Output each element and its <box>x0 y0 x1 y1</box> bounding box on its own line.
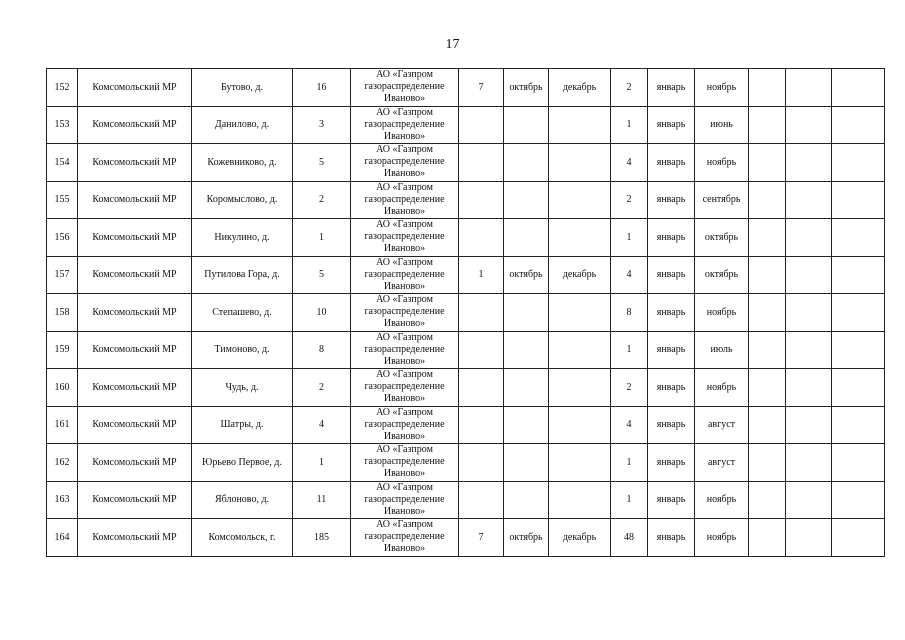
connections-count-cell <box>459 369 504 407</box>
plan-start-month-cell: январь <box>648 144 695 182</box>
plan-end-month-cell: ноябрь <box>695 69 749 107</box>
planned-count-cell: 1 <box>611 481 648 519</box>
plan-end-month-cell: сентябрь <box>695 181 749 219</box>
planned-count-cell: 1 <box>611 444 648 482</box>
planned-count-cell: 8 <box>611 294 648 332</box>
gas-organization-cell: АО «Газпром газораспределение Иваново» <box>351 444 459 482</box>
district-cell: Комсомольский МР <box>78 181 192 219</box>
plan-start-month-cell: январь <box>648 69 695 107</box>
row-number-cell: 160 <box>47 369 78 407</box>
district-cell: Комсомольский МР <box>78 331 192 369</box>
connections-count-cell: 7 <box>459 69 504 107</box>
row-number-cell: 159 <box>47 331 78 369</box>
gas-organization-cell: АО «Газпром газораспределение Иваново» <box>351 144 459 182</box>
plan-start-month-cell: январь <box>648 481 695 519</box>
households-count-cell: 8 <box>293 331 351 369</box>
page-number: 17 <box>445 37 460 52</box>
plan-start-month-cell: январь <box>648 106 695 144</box>
extra-col-1-cell <box>749 106 786 144</box>
connections-count-cell <box>459 444 504 482</box>
connections-count-cell <box>459 481 504 519</box>
settlement-cell: Бутово, д. <box>192 69 293 107</box>
extra-col-2-cell <box>786 481 832 519</box>
planned-count-cell: 2 <box>611 181 648 219</box>
connections-count-cell <box>459 106 504 144</box>
start-month-cell <box>504 444 549 482</box>
extra-col-1-cell <box>749 294 786 332</box>
row-number-cell: 164 <box>47 519 78 557</box>
planned-count-cell: 2 <box>611 369 648 407</box>
extra-col-2-cell <box>786 69 832 107</box>
district-cell: Комсомольский МР <box>78 444 192 482</box>
households-count-cell: 1 <box>293 219 351 257</box>
start-month-cell: октябрь <box>504 69 549 107</box>
extra-col-2-cell <box>786 444 832 482</box>
settlement-cell: Степашево, д. <box>192 294 293 332</box>
households-count-cell: 4 <box>293 406 351 444</box>
planned-count-cell: 2 <box>611 69 648 107</box>
plan-end-month-cell: октябрь <box>695 256 749 294</box>
start-month-cell <box>504 106 549 144</box>
settlement-cell: Шатры, д. <box>192 406 293 444</box>
connections-count-cell: 1 <box>459 256 504 294</box>
connections-count-cell <box>459 331 504 369</box>
gas-organization-cell: АО «Газпром газораспределение Иваново» <box>351 181 459 219</box>
end-month-cell: декабрь <box>549 69 611 107</box>
extra-col-3-cell <box>832 144 885 182</box>
gas-organization-cell: АО «Газпром газораспределение Иваново» <box>351 519 459 557</box>
district-cell: Комсомольский МР <box>78 481 192 519</box>
planned-count-cell: 4 <box>611 144 648 182</box>
planned-count-cell: 1 <box>611 219 648 257</box>
gas-organization-cell: АО «Газпром газораспределение Иваново» <box>351 406 459 444</box>
row-number-cell: 163 <box>47 481 78 519</box>
settlement-cell: Чудь, д. <box>192 369 293 407</box>
start-month-cell: октябрь <box>504 519 549 557</box>
extra-col-1-cell <box>749 219 786 257</box>
table-row <box>47 481 885 519</box>
extra-col-2-cell <box>786 181 832 219</box>
settlement-cell: Яблоново, д. <box>192 481 293 519</box>
extra-col-2-cell <box>786 406 832 444</box>
district-cell: Комсомольский МР <box>78 69 192 107</box>
end-month-cell <box>549 181 611 219</box>
table-row <box>47 444 885 482</box>
extra-col-1-cell <box>749 69 786 107</box>
extra-col-2-cell <box>786 294 832 332</box>
settlement-cell: Тимоново, д. <box>192 331 293 369</box>
plan-end-month-cell: ноябрь <box>695 519 749 557</box>
district-cell: Комсомольский МР <box>78 144 192 182</box>
extra-col-1-cell <box>749 144 786 182</box>
extra-col-2-cell <box>786 106 832 144</box>
plan-end-month-cell: август <box>695 444 749 482</box>
planned-count-cell: 48 <box>611 519 648 557</box>
plan-end-month-cell: август <box>695 406 749 444</box>
plan-start-month-cell: январь <box>648 444 695 482</box>
table-row <box>47 294 885 332</box>
households-count-cell: 5 <box>293 144 351 182</box>
table-row <box>47 106 885 144</box>
extra-col-1-cell <box>749 444 786 482</box>
extra-col-2-cell <box>786 144 832 182</box>
extra-col-3-cell <box>832 181 885 219</box>
start-month-cell <box>504 144 549 182</box>
district-cell: Комсомольский МР <box>78 519 192 557</box>
planned-count-cell: 4 <box>611 256 648 294</box>
extra-col-1-cell <box>749 481 786 519</box>
settlement-cell: Кожевниково, д. <box>192 144 293 182</box>
connections-count-cell <box>459 219 504 257</box>
plan-end-month-cell: ноябрь <box>695 481 749 519</box>
households-count-cell: 5 <box>293 256 351 294</box>
households-count-cell: 2 <box>293 181 351 219</box>
extra-col-1-cell <box>749 369 786 407</box>
extra-col-1-cell <box>749 331 786 369</box>
plan-end-month-cell: июль <box>695 331 749 369</box>
gas-organization-cell: АО «Газпром газораспределение Иваново» <box>351 106 459 144</box>
row-number-cell: 155 <box>47 181 78 219</box>
start-month-cell <box>504 406 549 444</box>
district-cell: Комсомольский МР <box>78 256 192 294</box>
extra-col-1-cell <box>749 406 786 444</box>
row-number-cell: 158 <box>47 294 78 332</box>
row-number-cell: 156 <box>47 219 78 257</box>
table-row <box>47 144 885 182</box>
households-count-cell: 16 <box>293 69 351 107</box>
households-count-cell: 2 <box>293 369 351 407</box>
table-row <box>47 369 885 407</box>
connections-count-cell <box>459 406 504 444</box>
extra-col-3-cell <box>832 369 885 407</box>
extra-col-2-cell <box>786 256 832 294</box>
extra-col-3-cell <box>832 294 885 332</box>
extra-col-3-cell <box>832 481 885 519</box>
district-cell: Комсомольский МР <box>78 219 192 257</box>
households-count-cell: 3 <box>293 106 351 144</box>
plan-start-month-cell: январь <box>648 219 695 257</box>
extra-col-1-cell <box>749 181 786 219</box>
end-month-cell <box>549 369 611 407</box>
extra-col-2-cell <box>786 219 832 257</box>
settlement-cell: Путилова Гора, д. <box>192 256 293 294</box>
extra-col-2-cell <box>786 369 832 407</box>
extra-col-3-cell <box>832 219 885 257</box>
plan-start-month-cell: январь <box>648 181 695 219</box>
plan-end-month-cell: октябрь <box>695 219 749 257</box>
table-row <box>47 331 885 369</box>
row-number-cell: 153 <box>47 106 78 144</box>
extra-col-3-cell <box>832 256 885 294</box>
plan-end-month-cell: ноябрь <box>695 369 749 407</box>
extra-col-1-cell <box>749 256 786 294</box>
extra-col-3-cell <box>832 106 885 144</box>
settlement-cell: Юрьево Первое, д. <box>192 444 293 482</box>
settlement-cell: Данилово, д. <box>192 106 293 144</box>
extra-col-3-cell <box>832 69 885 107</box>
households-count-cell: 11 <box>293 481 351 519</box>
table-row <box>47 519 885 557</box>
start-month-cell <box>504 294 549 332</box>
start-month-cell <box>504 369 549 407</box>
extra-col-3-cell <box>832 331 885 369</box>
start-month-cell: октябрь <box>504 256 549 294</box>
row-number-cell: 154 <box>47 144 78 182</box>
gas-organization-cell: АО «Газпром газораспределение Иваново» <box>351 331 459 369</box>
gas-organization-cell: АО «Газпром газораспределение Иваново» <box>351 369 459 407</box>
table-row <box>47 219 885 257</box>
gas-organization-cell: АО «Газпром газораспределение Иваново» <box>351 481 459 519</box>
plan-start-month-cell: январь <box>648 519 695 557</box>
table-row <box>47 256 885 294</box>
district-cell: Комсомольский МР <box>78 406 192 444</box>
gas-organization-cell: АО «Газпром газораспределение Иваново» <box>351 219 459 257</box>
connections-count-cell: 7 <box>459 519 504 557</box>
households-count-cell: 185 <box>293 519 351 557</box>
row-number-cell: 157 <box>47 256 78 294</box>
plan-start-month-cell: январь <box>648 406 695 444</box>
plan-start-month-cell: январь <box>648 331 695 369</box>
extra-col-3-cell <box>832 406 885 444</box>
extra-col-3-cell <box>832 519 885 557</box>
planned-count-cell: 4 <box>611 406 648 444</box>
end-month-cell <box>549 481 611 519</box>
table-row <box>47 69 885 107</box>
row-number-cell: 162 <box>47 444 78 482</box>
plan-start-month-cell: январь <box>648 369 695 407</box>
end-month-cell <box>549 406 611 444</box>
end-month-cell: декабрь <box>549 519 611 557</box>
connections-count-cell <box>459 181 504 219</box>
extra-col-3-cell <box>832 444 885 482</box>
start-month-cell <box>504 181 549 219</box>
plan-end-month-cell: июнь <box>695 106 749 144</box>
plan-end-month-cell: ноябрь <box>695 294 749 332</box>
table-row <box>47 406 885 444</box>
row-number-cell: 152 <box>47 69 78 107</box>
end-month-cell <box>549 106 611 144</box>
gasification-schedule-table <box>46 68 885 557</box>
end-month-cell: декабрь <box>549 256 611 294</box>
end-month-cell <box>549 144 611 182</box>
households-count-cell: 10 <box>293 294 351 332</box>
end-month-cell <box>549 294 611 332</box>
plan-start-month-cell: январь <box>648 294 695 332</box>
table-row <box>47 181 885 219</box>
district-cell: Комсомольский МР <box>78 294 192 332</box>
settlement-cell: Коромыслово, д. <box>192 181 293 219</box>
start-month-cell <box>504 481 549 519</box>
gas-organization-cell: АО «Газпром газораспределение Иваново» <box>351 69 459 107</box>
end-month-cell <box>549 331 611 369</box>
households-count-cell: 1 <box>293 444 351 482</box>
extra-col-2-cell <box>786 331 832 369</box>
start-month-cell <box>504 219 549 257</box>
settlement-cell: Комсомольск, г. <box>192 519 293 557</box>
plan-end-month-cell: ноябрь <box>695 144 749 182</box>
start-month-cell <box>504 331 549 369</box>
end-month-cell <box>549 444 611 482</box>
end-month-cell <box>549 219 611 257</box>
settlement-cell: Никулино, д. <box>192 219 293 257</box>
district-cell: Комсомольский МР <box>78 369 192 407</box>
planned-count-cell: 1 <box>611 331 648 369</box>
extra-col-1-cell <box>749 519 786 557</box>
district-cell: Комсомольский МР <box>78 106 192 144</box>
connections-count-cell <box>459 294 504 332</box>
plan-start-month-cell: январь <box>648 256 695 294</box>
planned-count-cell: 1 <box>611 106 648 144</box>
gas-organization-cell: АО «Газпром газораспределение Иваново» <box>351 294 459 332</box>
gas-organization-cell: АО «Газпром газораспределение Иваново» <box>351 256 459 294</box>
extra-col-2-cell <box>786 519 832 557</box>
row-number-cell: 161 <box>47 406 78 444</box>
connections-count-cell <box>459 144 504 182</box>
